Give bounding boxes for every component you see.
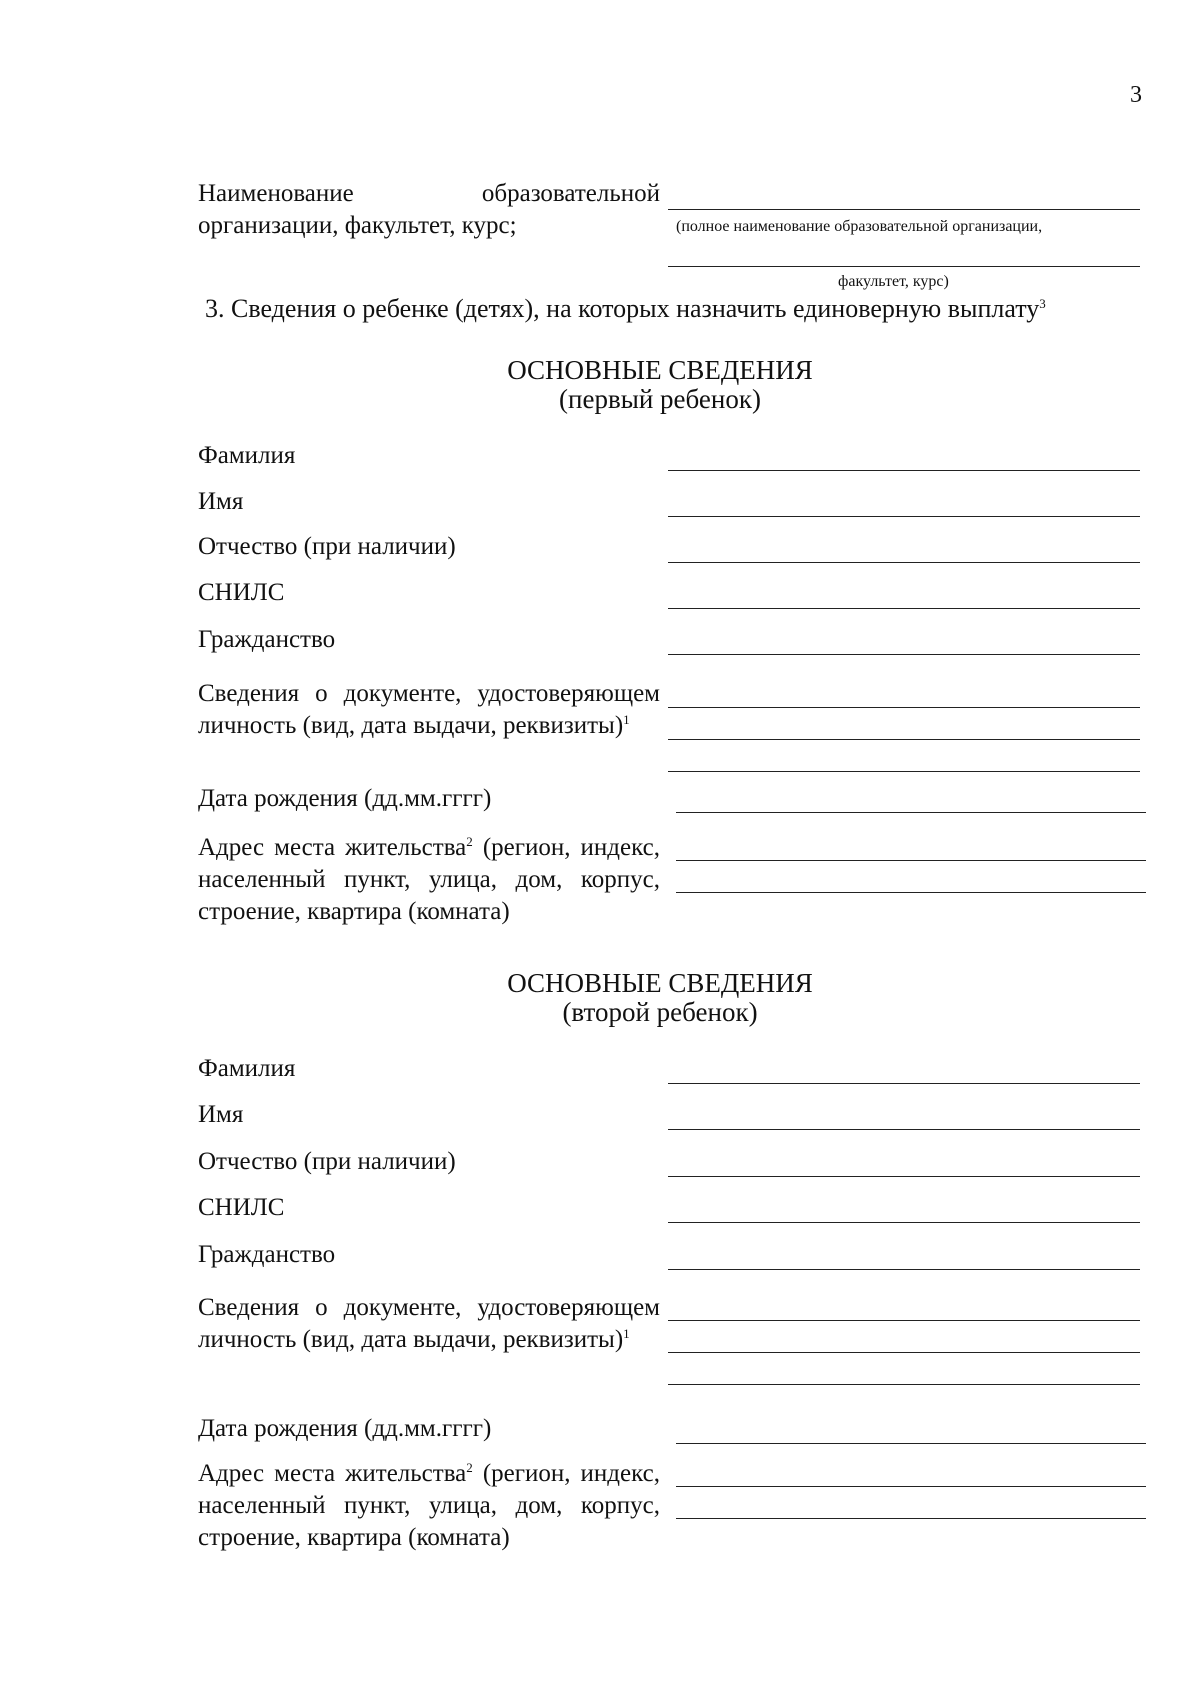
section-3-footnote: 3 xyxy=(1039,296,1046,311)
org-caption-1: (полное наименование образовательной организации, xyxy=(676,218,1043,235)
child-2-patronymic-line[interactable] xyxy=(668,1176,1140,1177)
org-label: Наименование образовательной организации, факультет, курс; xyxy=(198,180,660,239)
org-input-line-2[interactable] xyxy=(668,266,1140,267)
child-1-patronymic-label: Отчество (при наличии) xyxy=(198,533,456,560)
child-1-birth-date-label: Дата рождения (дд.мм.гггг) xyxy=(198,785,492,812)
child-2-citizenship-label: Гражданство xyxy=(198,1241,336,1268)
page-number: 3 xyxy=(1130,82,1142,108)
child-1-id-doc-text: Сведения о документе, удостоверяющем личность (вид, дата выдачи, реквизиты) xyxy=(198,680,660,739)
child-1-address-text-b: (регион, индекс, населенный пункт, улица, дом, корпус, строение, квартира (комната) xyxy=(198,834,660,925)
child-2-birth-date-label: Дата рождения (дд.мм.гггг) xyxy=(198,1415,492,1442)
child-2-snils-label: СНИЛС xyxy=(198,1194,285,1221)
child-2-name-line[interactable] xyxy=(668,1129,1140,1130)
child-1-heading xyxy=(480,356,840,414)
child-1-birth-date-line[interactable] xyxy=(676,812,1146,813)
child-2-surname-label: Фамилия xyxy=(198,1055,296,1082)
child-1-surname-line[interactable] xyxy=(668,470,1140,471)
child-2-address-text-a: Адрес места жительства xyxy=(198,1460,467,1487)
child-1-snils-label: СНИЛС xyxy=(198,579,285,606)
child-2-snils-line[interactable] xyxy=(668,1222,1140,1223)
child-1-address-line-2[interactable] xyxy=(676,892,1146,893)
child-2-address-text-b: (регион, индекс, населенный пункт, улица, дом, корпус, строение, квартира (комната) xyxy=(198,1460,660,1551)
child-1-id-doc-line-1[interactable] xyxy=(668,707,1140,708)
child-2-address-line-2[interactable] xyxy=(676,1518,1146,1519)
child-2-address-footnote: 2 xyxy=(466,1460,473,1475)
child-2-id-doc-line-3[interactable] xyxy=(668,1384,1140,1385)
child-2-id-doc-footnote: 1 xyxy=(623,1326,630,1341)
child-2-name-label: Имя xyxy=(198,1101,244,1128)
child-1-id-doc-line-3[interactable] xyxy=(668,771,1140,772)
section-3-text: 3. Сведения о ребенке (детях), на которых назначить единоверную выплату xyxy=(205,294,1040,323)
child-2-birth-date-line[interactable] xyxy=(676,1443,1146,1444)
child-1-citizenship-label: Гражданство xyxy=(198,626,336,653)
child-2-heading-title: ОСНОВНЫЕ СВЕДЕНИЯ xyxy=(507,968,813,998)
child-1-address-text-a: Адрес места жительства xyxy=(198,834,467,861)
section-3-title xyxy=(205,294,1200,324)
child-1-citizenship-line[interactable] xyxy=(668,654,1140,655)
child-2-id-doc-line-1[interactable] xyxy=(668,1320,1140,1321)
child-1-id-doc-label xyxy=(198,678,660,742)
child-2-heading-subtitle: (второй ребенок) xyxy=(562,997,758,1027)
org-caption-2: факультет, курс) xyxy=(838,273,949,290)
child-1-surname-label: Фамилия xyxy=(198,442,296,469)
child-1-id-doc-line-2[interactable] xyxy=(668,739,1140,740)
child-1-address-line-1[interactable] xyxy=(676,860,1146,861)
child-2-address-line-1[interactable] xyxy=(676,1486,1146,1487)
child-1-name-line[interactable] xyxy=(668,516,1140,517)
child-2-citizenship-line[interactable] xyxy=(668,1269,1140,1270)
child-2-patronymic-label: Отчество (при наличии) xyxy=(198,1148,456,1175)
child-2-id-doc-line-2[interactable] xyxy=(668,1352,1140,1353)
child-1-id-doc-footnote: 1 xyxy=(623,712,630,727)
child-2-surname-line[interactable] xyxy=(668,1083,1140,1084)
child-2-id-doc-text: Сведения о документе, удостоверяющем личность (вид, дата выдачи, реквизиты) xyxy=(198,1294,660,1353)
child-2-id-doc-label xyxy=(198,1292,660,1356)
child-2-address-label xyxy=(198,1458,660,1554)
child-1-patronymic-line[interactable] xyxy=(668,562,1140,563)
child-1-heading-subtitle: (первый ребенок) xyxy=(559,384,761,414)
child-1-snils-line[interactable] xyxy=(668,608,1140,609)
child-1-heading-title: ОСНОВНЫЕ СВЕДЕНИЯ xyxy=(507,355,813,385)
child-1-address-footnote: 2 xyxy=(466,834,473,849)
child-2-heading xyxy=(480,969,840,1027)
org-input-line-1[interactable] xyxy=(668,209,1140,210)
child-1-address-label xyxy=(198,832,660,928)
child-1-name-label: Имя xyxy=(198,488,244,515)
